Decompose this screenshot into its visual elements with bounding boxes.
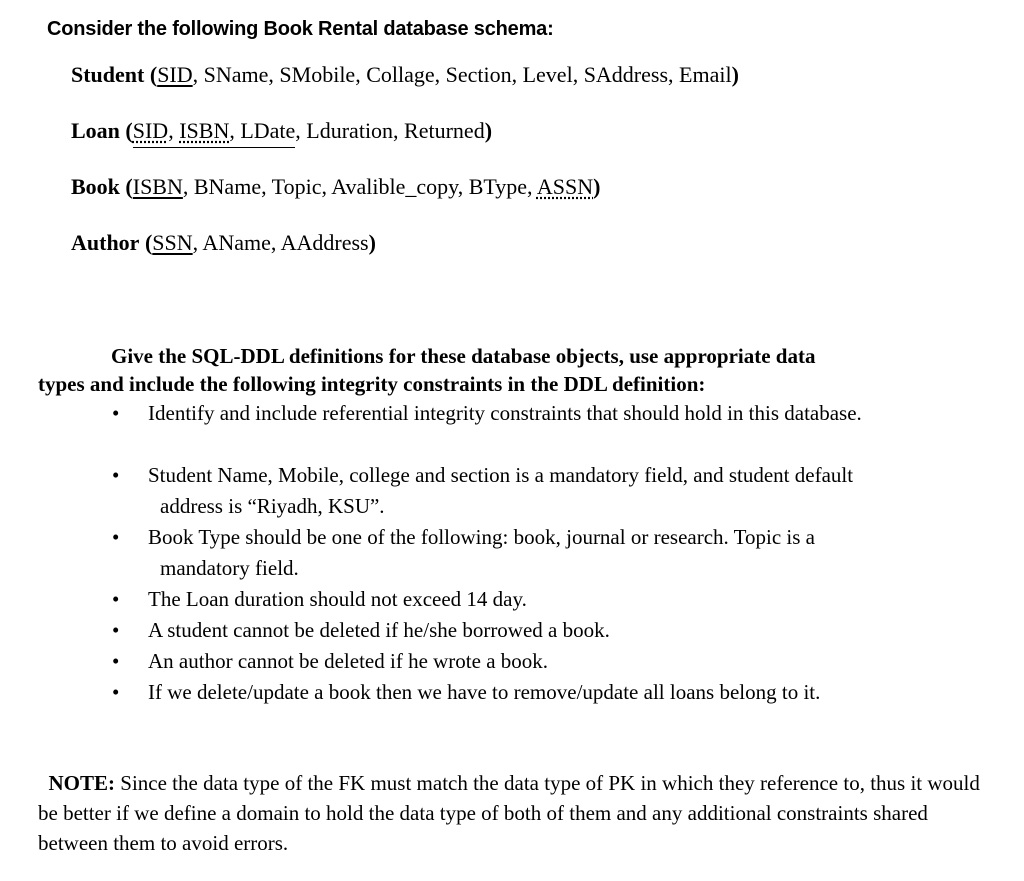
constraint-list — [108, 398, 998, 708]
schema-student — [71, 62, 739, 88]
paren-open: ( — [125, 118, 133, 143]
list-item-text: Student Name, Mobile, college and section is a mandatory field, and student default — [148, 463, 854, 487]
foreign-key-isbn: ISBN — [179, 118, 230, 143]
bullet-icon: • — [112, 618, 120, 642]
key-separator: , — [168, 118, 180, 143]
task-line-2: types and include the following integrity constraints in the DDL definition: — [38, 372, 706, 396]
key-ldate: , LDate — [229, 118, 296, 143]
list-item — [108, 615, 998, 646]
list-item-text: If we delete/update a book then we have to remove/update all loans belong to it. — [148, 680, 821, 704]
student-attributes: , SName, SMobile, Collage, Section, Level, SAddress, Email — [192, 62, 732, 87]
foreign-key-sid: SID — [132, 118, 169, 143]
bullet-icon: • — [112, 649, 120, 673]
loan-attributes: , Lduration, Returned — [295, 118, 485, 143]
bullet-icon: • — [112, 463, 120, 487]
list-item-text: A student cannot be deleted if he/she borrowed a book. — [148, 618, 610, 642]
bullet-icon: • — [112, 680, 120, 704]
primary-key-sid: SID — [157, 62, 193, 87]
paren-open: ( — [125, 174, 133, 199]
bullet-icon: • — [112, 587, 120, 611]
table-name-student: Student — [71, 62, 145, 87]
paren-open: ( — [149, 62, 158, 87]
paren-close: ) — [484, 118, 493, 143]
list-item-text: Book Type should be one of the following: book, journal or research. Topic is a — [148, 525, 815, 549]
foreign-key-assn: ASSN — [536, 174, 594, 199]
paren-close: ) — [593, 174, 601, 199]
table-name-loan: Loan — [71, 118, 120, 143]
bullet-icon: • — [112, 525, 120, 549]
note-label: NOTE: — [48, 771, 116, 795]
schema-loan — [71, 118, 492, 144]
list-item-text: The Loan duration should not exceed 14 day. — [148, 587, 527, 611]
schema-book — [71, 174, 600, 200]
list-item-continuation: address is “Riyadh, KSU”. — [160, 494, 385, 518]
list-item — [108, 522, 998, 584]
primary-key-ssn: SSN — [152, 230, 193, 255]
loan-composite-key — [133, 118, 296, 148]
list-item — [108, 584, 998, 615]
author-attributes: , AName, AAddress — [192, 230, 369, 255]
paren-open: ( — [144, 230, 153, 255]
table-name-author: Author — [71, 230, 140, 255]
page-heading: Consider the following Book Rental database schema: — [47, 18, 554, 40]
paren-close: ) — [368, 230, 376, 255]
task-line-1: Give the SQL-DDL definitions for these database objects, use appropriate data — [111, 344, 816, 368]
schema-author — [71, 230, 376, 256]
bullet-icon: • — [112, 401, 120, 425]
paren-close: ) — [731, 62, 739, 87]
note-text: Since the data type of the FK must match the data type of PK in which they reference to, thus it would be better if we define a domain to hold the data type of both of them and any additional constraints shared between them to avoid errors. — [38, 771, 980, 855]
list-item-text: An author cannot be deleted if he wrote a book. — [148, 649, 549, 673]
list-item-text: Identify and include referential integrity constraints that should hold in this database. — [148, 401, 862, 425]
list-item — [108, 460, 998, 522]
book-attributes: , BName, Topic, Avalible_copy, BType, — [182, 174, 537, 199]
list-item — [108, 398, 998, 429]
note-paragraph — [38, 768, 998, 858]
primary-key-isbn: ISBN — [132, 174, 183, 199]
list-item-continuation: mandatory field. — [160, 556, 299, 580]
list-item — [108, 646, 998, 677]
list-item — [108, 677, 998, 708]
table-name-book: Book — [71, 174, 120, 199]
